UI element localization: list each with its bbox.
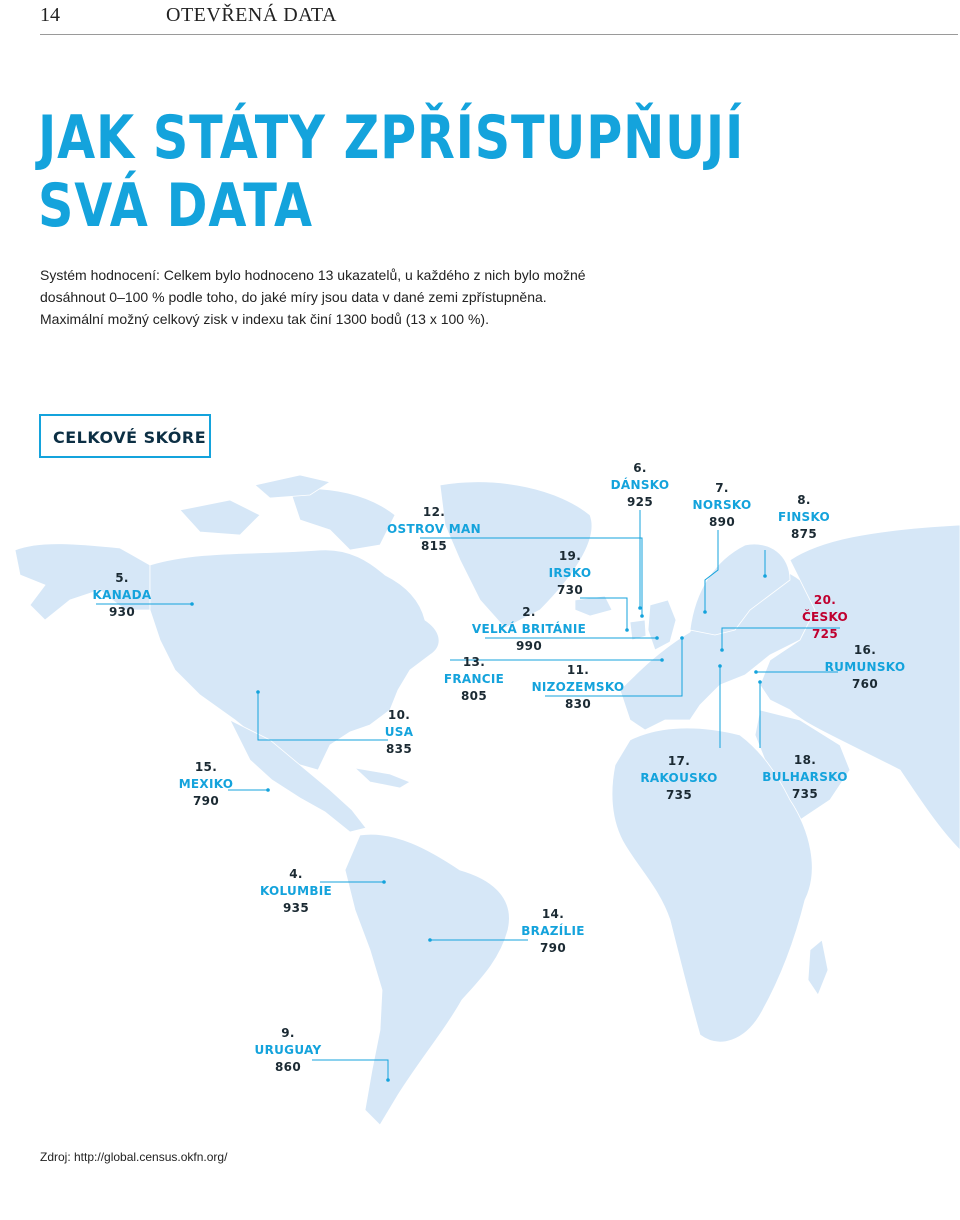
country-name: VELKÁ BRITÁNIE — [471, 622, 587, 636]
page-number: 14 — [40, 4, 60, 26]
country-name: IRSKO — [548, 566, 592, 580]
label-irsko — [549, 548, 592, 599]
score: 735 — [666, 788, 692, 802]
score: 725 — [812, 627, 838, 641]
rank: 11. — [566, 663, 590, 677]
label-rakousko — [640, 753, 717, 804]
score: 860 — [275, 1060, 301, 1074]
rank: 12. — [422, 505, 446, 519]
country-name: NORSKO — [692, 498, 752, 512]
page-header — [40, 0, 958, 35]
marker-uruguay — [386, 1078, 390, 1082]
score: 790 — [540, 941, 566, 955]
country-name: ČESKO — [801, 610, 849, 624]
country-name: BRAZÍLIE — [521, 924, 585, 938]
marker-irsko — [625, 628, 629, 632]
country-name: URUGUAY — [254, 1043, 322, 1057]
rank: 15. — [194, 760, 218, 774]
page-title — [38, 104, 744, 240]
rank: 20. — [813, 593, 837, 607]
country-name: KANADA — [92, 588, 152, 602]
country-name: RUMUNSKO — [824, 660, 906, 674]
label-finsko — [778, 492, 830, 543]
score: 815 — [421, 539, 447, 553]
score: 990 — [516, 639, 542, 653]
intro-line-2: dosáhnout 0–100 % podle toho, do jaké míry jsou data v dané zemi zpřístupněna. — [40, 289, 547, 305]
rank: 17. — [667, 754, 691, 768]
intro-line-3: Maximální možný celkový zisk v indexu tak činí 1300 bodů (13 x 100 %). — [40, 311, 489, 327]
country-name: BULHARSKO — [762, 770, 848, 784]
marker-bulharsko — [758, 680, 762, 684]
marker-ostrov-man — [640, 614, 644, 618]
label-velka-britanie — [472, 604, 586, 655]
rank: 18. — [793, 753, 817, 767]
rank: 7. — [715, 481, 729, 495]
marker-cesko — [720, 648, 724, 652]
section-title: OTEVŘENÁ DATA — [166, 4, 337, 26]
land-caribbean — [355, 768, 410, 788]
score: 730 — [557, 583, 583, 597]
land-great-britain — [648, 600, 676, 650]
score: 760 — [852, 677, 878, 691]
marker-brazilie — [428, 938, 432, 942]
country-name: DÁNSKO — [610, 478, 670, 492]
score-legend-box — [39, 414, 211, 458]
rank: 5. — [115, 571, 129, 585]
marker-mexiko — [266, 788, 270, 792]
land-ireland — [630, 620, 646, 640]
rank: 8. — [797, 493, 811, 507]
marker-francie — [660, 658, 664, 662]
label-usa — [385, 707, 414, 758]
land-madagascar — [808, 940, 828, 995]
marker-nizozemsko — [680, 636, 684, 640]
label-dansko — [611, 460, 670, 511]
rank: 19. — [558, 549, 582, 563]
country-name: KOLUMBIE — [259, 884, 333, 898]
score: 875 — [791, 527, 817, 541]
country-name: OSTROV MAN — [387, 522, 481, 536]
country-name: MEXIKO — [178, 777, 234, 791]
score-legend-title: CELKOVÉ SKÓRE — [53, 428, 207, 447]
intro-paragraph — [40, 264, 600, 330]
label-kolumbie — [260, 866, 332, 917]
rank: 6. — [633, 461, 647, 475]
intro-line-1: Systém hodnocení: Celkem bylo hodnoceno 13 ukazatelů, u každého z nich bylo možné — [40, 267, 586, 283]
score: 735 — [792, 787, 818, 801]
label-cesko — [802, 592, 848, 643]
rank: 10. — [387, 708, 411, 722]
label-norsko — [693, 480, 752, 531]
land-south-america — [345, 834, 509, 1125]
label-mexiko — [179, 759, 234, 810]
country-name: NIZOZEMSKO — [531, 680, 625, 694]
rank: 14. — [541, 907, 565, 921]
page-title-line-1: JAK STÁTY ZPŘÍSTUPŇUJÍ — [38, 103, 745, 173]
country-name: RAKOUSKO — [640, 771, 718, 785]
score: 930 — [109, 605, 135, 619]
score: 835 — [386, 742, 412, 756]
country-name: FRANCIE — [443, 672, 505, 686]
score: 935 — [283, 901, 309, 915]
label-kanada — [93, 570, 152, 621]
country-name: USA — [384, 725, 414, 739]
rank: 4. — [289, 867, 303, 881]
country-name: FINSKO — [777, 510, 831, 524]
rank: 2. — [522, 605, 536, 619]
rank: 9. — [281, 1026, 295, 1040]
score: 830 — [565, 697, 591, 711]
label-rumunsko — [825, 642, 906, 693]
label-bulharsko — [762, 752, 847, 803]
score: 890 — [709, 515, 735, 529]
marker-velka-britanie — [655, 636, 659, 640]
rank: 16. — [853, 643, 877, 657]
label-brazilie — [521, 906, 585, 957]
label-nizozemsko — [532, 662, 625, 713]
marker-kolumbie — [382, 880, 386, 884]
marker-norsko — [703, 610, 707, 614]
marker-dansko — [638, 606, 642, 610]
label-ostrov-man — [387, 504, 481, 555]
page-title-line-2: SVÁ DATA — [38, 171, 313, 241]
land-arctic-islands — [180, 500, 260, 535]
marker-usa — [256, 690, 260, 694]
score: 805 — [461, 689, 487, 703]
marker-finsko — [763, 574, 767, 578]
score: 790 — [193, 794, 219, 808]
source-note: Zdroj: http://global.census.okfn.org/ — [40, 1150, 228, 1164]
land-baffin-island — [290, 489, 395, 550]
marker-rumunsko — [754, 670, 758, 674]
label-uruguay — [255, 1025, 322, 1076]
marker-kanada — [190, 602, 194, 606]
rank: 13. — [462, 655, 486, 669]
score: 925 — [627, 495, 653, 509]
marker-rakousko — [718, 664, 722, 668]
label-francie — [444, 654, 504, 705]
